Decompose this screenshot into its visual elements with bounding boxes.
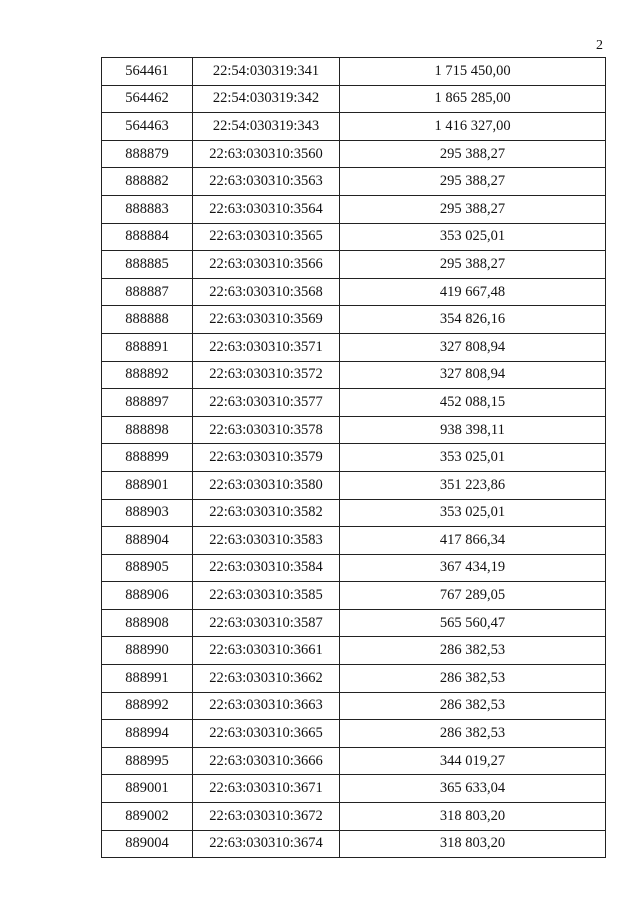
table-row (102, 361, 606, 389)
table-row (102, 637, 606, 665)
cadastral-number-cell: 22:63:030310:3585 (193, 582, 340, 610)
cadastral-value-cell: 938 398,11 (340, 416, 606, 444)
cadastral-number-cell: 22:63:030310:3662 (193, 665, 340, 693)
table-row (102, 554, 606, 582)
record-id-cell: 888888 (102, 306, 193, 334)
cadastral-value-cell: 295 388,27 (340, 168, 606, 196)
record-id-cell: 888897 (102, 389, 193, 417)
cadastral-value-cell: 353 025,01 (340, 499, 606, 527)
table-row (102, 195, 606, 223)
cadastral-value-cell: 367 434,19 (340, 554, 606, 582)
table-row (102, 830, 606, 858)
table-row (102, 113, 606, 141)
cadastral-number-cell: 22:63:030310:3580 (193, 471, 340, 499)
record-id-cell: 888991 (102, 665, 193, 693)
table-row (102, 692, 606, 720)
cadastral-number-cell: 22:63:030310:3665 (193, 720, 340, 748)
table-row (102, 85, 606, 113)
table-row (102, 278, 606, 306)
cadastral-value-cell: 452 088,15 (340, 389, 606, 417)
record-id-cell: 888904 (102, 527, 193, 555)
cadastral-number-cell: 22:54:030319:343 (193, 113, 340, 141)
record-id-cell: 888905 (102, 554, 193, 582)
cadastral-number-cell: 22:63:030310:3584 (193, 554, 340, 582)
cadastral-number-cell: 22:63:030310:3579 (193, 444, 340, 472)
record-id-cell: 564463 (102, 113, 193, 141)
cadastral-value-cell: 318 803,20 (340, 830, 606, 858)
record-id-cell: 888885 (102, 251, 193, 279)
table-row (102, 333, 606, 361)
cadastral-value-table (101, 57, 606, 858)
cadastral-number-cell: 22:63:030310:3577 (193, 389, 340, 417)
table-row (102, 775, 606, 803)
cadastral-number-cell: 22:63:030310:3564 (193, 195, 340, 223)
cadastral-number-cell: 22:54:030319:342 (193, 85, 340, 113)
page-number: 2 (596, 38, 603, 53)
table-row (102, 416, 606, 444)
cadastral-number-cell: 22:63:030310:3578 (193, 416, 340, 444)
record-id-cell: 889004 (102, 830, 193, 858)
cadastral-number-cell: 22:63:030310:3583 (193, 527, 340, 555)
cadastral-number-cell: 22:54:030319:341 (193, 58, 340, 86)
record-id-cell: 888903 (102, 499, 193, 527)
table-row (102, 747, 606, 775)
table-row (102, 803, 606, 831)
cadastral-number-cell: 22:63:030310:3666 (193, 747, 340, 775)
record-id-cell: 564462 (102, 85, 193, 113)
record-id-cell: 888879 (102, 140, 193, 168)
cadastral-number-cell: 22:63:030310:3568 (193, 278, 340, 306)
cadastral-number-cell: 22:63:030310:3560 (193, 140, 340, 168)
cadastral-value-cell: 295 388,27 (340, 140, 606, 168)
record-id-cell: 888892 (102, 361, 193, 389)
record-id-cell: 564461 (102, 58, 193, 86)
record-id-cell: 889002 (102, 803, 193, 831)
record-id-cell: 888883 (102, 195, 193, 223)
cadastral-value-cell: 327 808,94 (340, 361, 606, 389)
table-body (102, 58, 606, 858)
table-row (102, 527, 606, 555)
cadastral-value-cell: 318 803,20 (340, 803, 606, 831)
cadastral-value-cell: 286 382,53 (340, 665, 606, 693)
record-id-cell: 888990 (102, 637, 193, 665)
record-id-cell: 888887 (102, 278, 193, 306)
cadastral-number-cell: 22:63:030310:3566 (193, 251, 340, 279)
record-id-cell: 888994 (102, 720, 193, 748)
cadastral-value-cell: 417 866,34 (340, 527, 606, 555)
record-id-cell: 888891 (102, 333, 193, 361)
cadastral-number-cell: 22:63:030310:3569 (193, 306, 340, 334)
cadastral-value-cell: 295 388,27 (340, 251, 606, 279)
table-row (102, 168, 606, 196)
cadastral-value-cell: 354 826,16 (340, 306, 606, 334)
record-id-cell: 888992 (102, 692, 193, 720)
cadastral-value-cell: 344 019,27 (340, 747, 606, 775)
cadastral-number-cell: 22:63:030310:3571 (193, 333, 340, 361)
cadastral-number-cell: 22:63:030310:3674 (193, 830, 340, 858)
cadastral-number-cell: 22:63:030310:3587 (193, 609, 340, 637)
cadastral-value-cell: 565 560,47 (340, 609, 606, 637)
table-row (102, 720, 606, 748)
table-row (102, 499, 606, 527)
table-row (102, 609, 606, 637)
table-row (102, 582, 606, 610)
record-id-cell: 889001 (102, 775, 193, 803)
record-id-cell: 888882 (102, 168, 193, 196)
table-row (102, 306, 606, 334)
cadastral-value-cell: 1 865 285,00 (340, 85, 606, 113)
record-id-cell: 888995 (102, 747, 193, 775)
cadastral-number-cell: 22:63:030310:3672 (193, 803, 340, 831)
cadastral-value-cell: 1 416 327,00 (340, 113, 606, 141)
table-row (102, 471, 606, 499)
record-id-cell: 888899 (102, 444, 193, 472)
cadastral-number-cell: 22:63:030310:3582 (193, 499, 340, 527)
cadastral-value-cell: 767 289,05 (340, 582, 606, 610)
cadastral-value-cell: 1 715 450,00 (340, 58, 606, 86)
cadastral-value-cell: 286 382,53 (340, 637, 606, 665)
record-id-cell: 888884 (102, 223, 193, 251)
table-row (102, 251, 606, 279)
table-row (102, 444, 606, 472)
cadastral-number-cell: 22:63:030310:3663 (193, 692, 340, 720)
cadastral-value-cell: 353 025,01 (340, 444, 606, 472)
cadastral-number-cell: 22:63:030310:3661 (193, 637, 340, 665)
cadastral-number-cell: 22:63:030310:3563 (193, 168, 340, 196)
record-id-cell: 888901 (102, 471, 193, 499)
table-row (102, 665, 606, 693)
cadastral-number-cell: 22:63:030310:3572 (193, 361, 340, 389)
cadastral-value-cell: 419 667,48 (340, 278, 606, 306)
cadastral-number-cell: 22:63:030310:3671 (193, 775, 340, 803)
table-row (102, 140, 606, 168)
record-id-cell: 888906 (102, 582, 193, 610)
cadastral-value-cell: 286 382,53 (340, 692, 606, 720)
table-row (102, 58, 606, 86)
cadastral-value-cell: 353 025,01 (340, 223, 606, 251)
cadastral-value-cell: 365 633,04 (340, 775, 606, 803)
cadastral-value-cell: 327 808,94 (340, 333, 606, 361)
table-row (102, 389, 606, 417)
cadastral-number-cell: 22:63:030310:3565 (193, 223, 340, 251)
table-row (102, 223, 606, 251)
record-id-cell: 888898 (102, 416, 193, 444)
cadastral-value-cell: 286 382,53 (340, 720, 606, 748)
cadastral-value-cell: 351 223,86 (340, 471, 606, 499)
record-id-cell: 888908 (102, 609, 193, 637)
cadastral-value-cell: 295 388,27 (340, 195, 606, 223)
